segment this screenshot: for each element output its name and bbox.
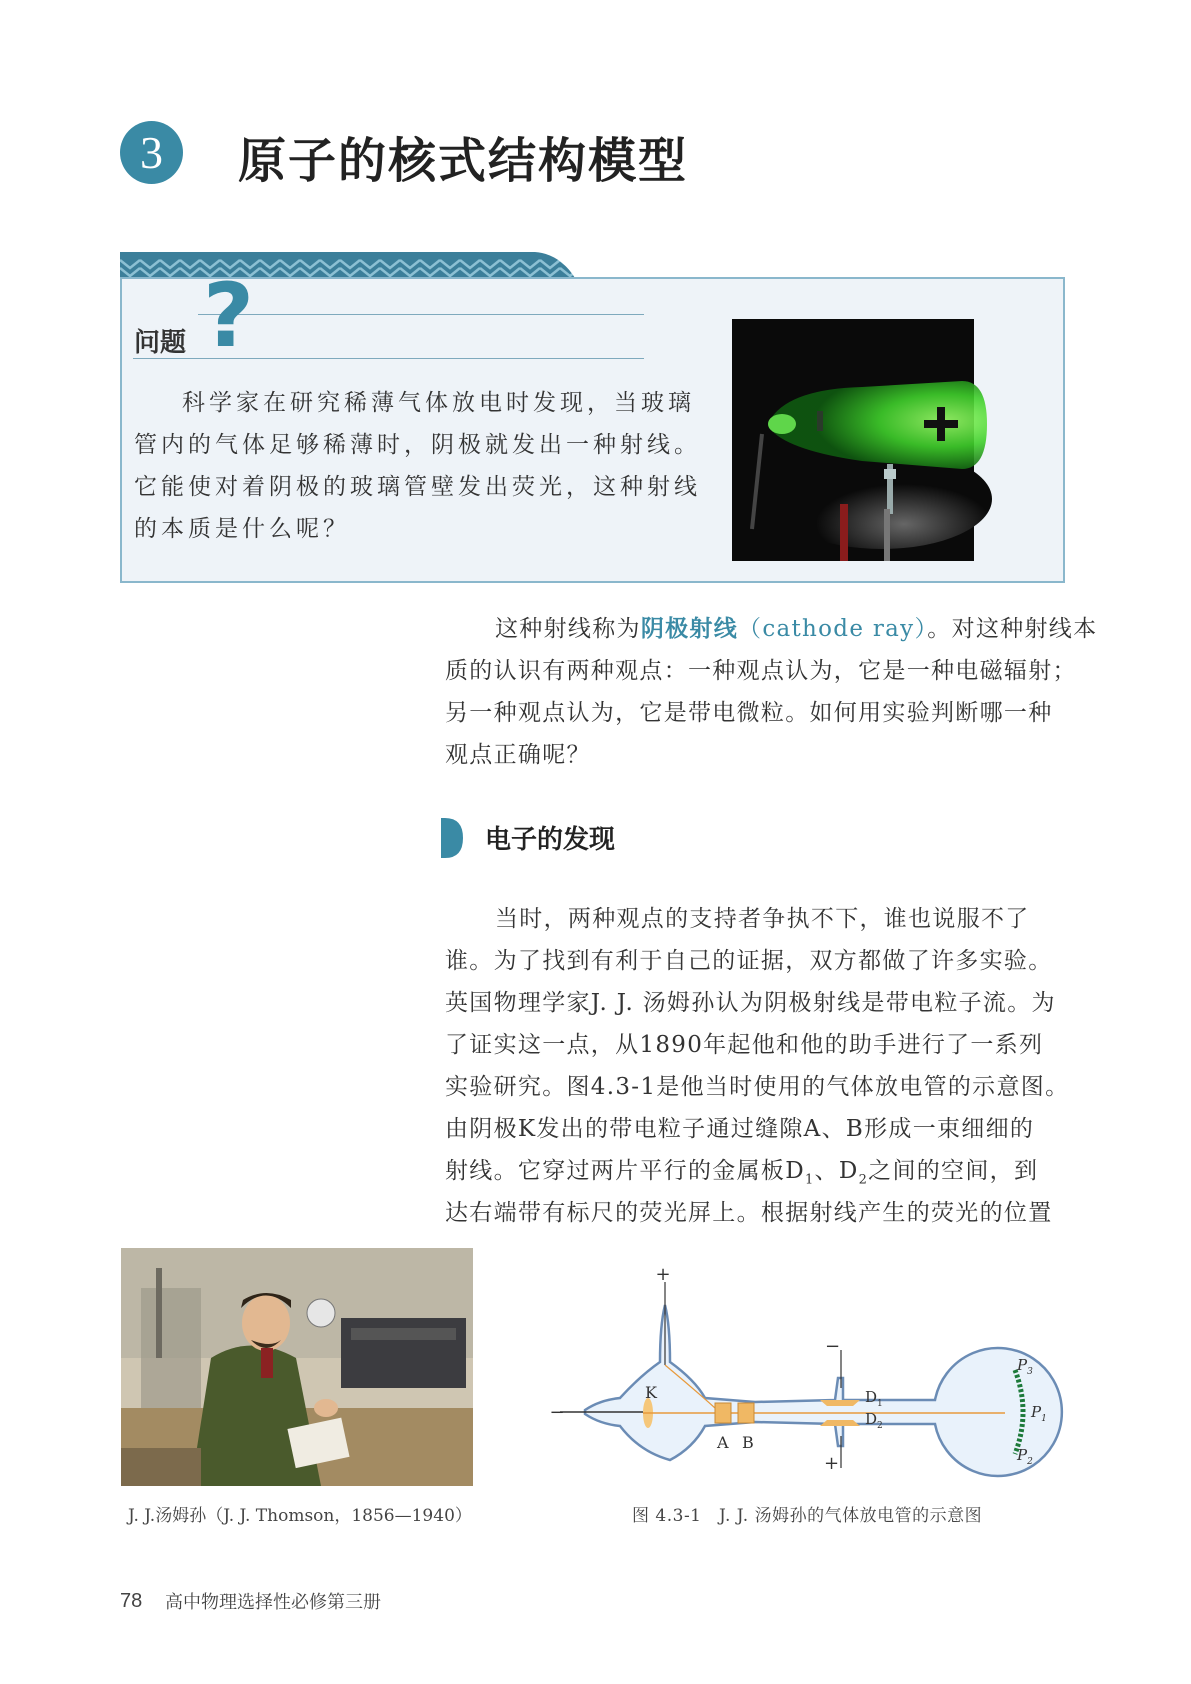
slit-a: [715, 1403, 731, 1423]
label-minus-plate: −: [825, 1336, 841, 1357]
question-text-line-1: 科学家在研究稀薄气体放电时发现，当玻璃: [182, 390, 695, 416]
label-d1: $D_1$: [865, 1388, 883, 1409]
intro-line-4: 观点正确呢？: [445, 742, 591, 768]
question-text-line-3: 它能使对着阴极的玻璃管壁发出荧光，这种射线: [134, 474, 701, 500]
intro-line-2: 质的认识有两种观点：一种观点认为，它是一种电磁辐射；: [445, 658, 1077, 684]
paragraph-line-7: 射线。它穿过两片平行的金属板$D_1$、$D_2$之间的空间，到: [445, 1158, 1039, 1188]
slit-b: [738, 1403, 754, 1423]
question-rule-top: [198, 314, 644, 315]
label-plus-top: +: [655, 1264, 671, 1285]
paragraph-line-6: 由阴极K发出的带电粒子通过缝隙A、B形成一束细细的: [445, 1116, 1035, 1142]
section-marker-icon: [441, 818, 463, 858]
figure-caption: 图 4.3-1 J. J. 汤姆孙的气体放电管的示意图: [632, 1506, 983, 1526]
page-number: 78: [120, 1590, 143, 1612]
intro-line-1: 这种射线称为阴极射线（cathode ray）。对这种射线本: [495, 616, 1098, 642]
label-p3: $P_3$: [1017, 1356, 1033, 1377]
paragraph-line-8: 达右端带有标尺的荧光屏上。根据射线产生的荧光的位置: [445, 1200, 1053, 1226]
label-a: A: [717, 1433, 729, 1452]
label-b: B: [742, 1433, 754, 1452]
chapter-number-badge: 3: [120, 121, 183, 184]
intro-line-3: 另一种观点认为，它是带电微粒。如何用实验判断哪一种: [445, 700, 1053, 726]
label-p1: $P_1$: [1031, 1403, 1047, 1424]
label-p2: $P_2$: [1017, 1446, 1033, 1467]
question-box-tab-decoration: [120, 252, 575, 278]
label-k: K: [645, 1383, 657, 1402]
thomson-portrait-image: [121, 1248, 473, 1486]
paragraph-line-2: 谁。为了找到有利于自己的证据，双方都做了许多实验。: [445, 948, 1053, 974]
label-minus-left: −: [549, 1402, 565, 1423]
paragraph-line-5: 实验研究。图4.3-1是他当时使用的气体放电管的示意图。: [445, 1074, 1070, 1100]
section-title: 电子的发现: [485, 825, 616, 855]
paragraph-line-1: 当时，两种观点的支持者争执不下，谁也说服不了: [495, 906, 1030, 932]
question-mark-icon: ?: [203, 264, 255, 367]
paragraph-line-3: 英国物理学家J. J. 汤姆孙认为阴极射线是带电粒子流。为: [445, 990, 1056, 1016]
english-term: （cathode ray）: [738, 616, 928, 642]
paragraph-line-4: 了证实这一点，从1890年起他和他的助手进行了一系列: [445, 1032, 1044, 1058]
question-label: 问题: [134, 328, 187, 358]
question-text-line-4: 的本质是什么呢？: [134, 516, 350, 542]
plate-d1: [820, 1400, 860, 1406]
portrait-caption: J. J.汤姆孙（J. J. Thomson，1856—1940）: [128, 1506, 472, 1526]
question-text-line-2: 管内的气体足够稀薄时，阴极就发出一种射线。: [134, 432, 701, 458]
label-plus-plate: +: [824, 1453, 840, 1474]
chapter-title: 原子的核式结构模型: [238, 133, 689, 189]
plate-d2: [820, 1420, 860, 1426]
discharge-tube-diagram: [545, 1264, 1080, 1474]
cathode-ray-tube-photo: [732, 319, 974, 561]
keyword-cathode-ray: 阴极射线: [640, 616, 739, 642]
book-title: 高中物理选择性必修第三册: [165, 1592, 381, 1613]
label-d2: $D_2$: [865, 1410, 883, 1431]
